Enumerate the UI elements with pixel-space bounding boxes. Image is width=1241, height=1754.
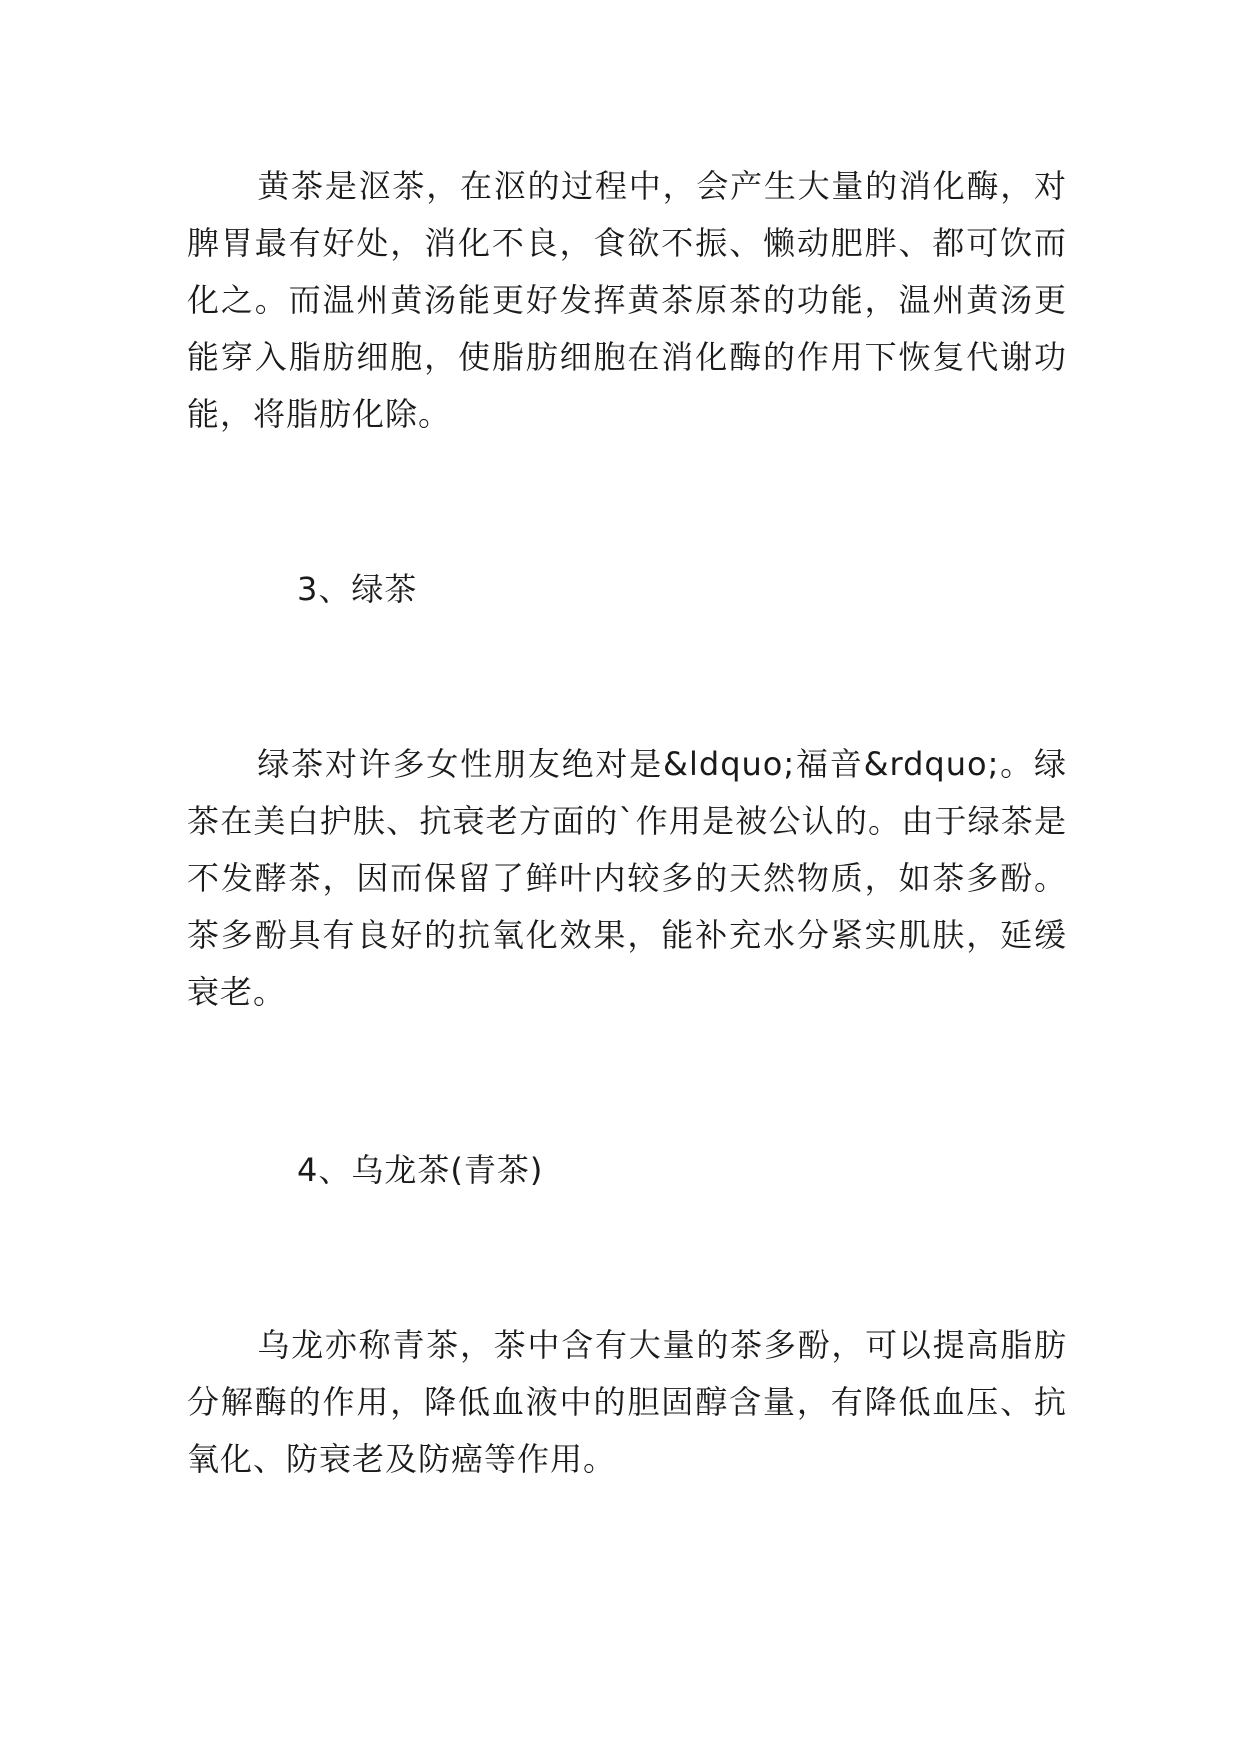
paragraph-green-tea: 绿茶对许多女性朋友绝对是&ldquo;福音&rdquo;。绿茶在美白护肤、抗衰老方面的`作用是被公认的。由于绿茶是不发酵茶，因而保留了鲜叶内较多的天然物质，如茶多酚。茶多酚具有良好的抗氧化效果，能补充水分紧实肌肤，延缓衰老。 — [187, 745, 1067, 1011]
heading-green-tea: 3、绿茶 — [297, 570, 418, 608]
heading-oolong-tea: 4、乌龙茶(青茶) — [297, 1151, 544, 1189]
paragraph-oolong-tea: 乌龙亦称青茶，茶中含有大量的茶多酚，可以提高脂肪分解酶的作用，降低血液中的胆固醇含量，有降低血压、抗氧化、防衰老及防癌等作用。 — [187, 1326, 1067, 1478]
paragraph-yellow-tea: 黄茶是沤茶，在沤的过程中，会产生大量的消化酶，对脾胃最有好处，消化不良，食欲不振、懒动肥胖、都可饮而化之。而温州黄汤能更好发挥黄茶原茶的功能，温州黄汤更能穿入脂肪细胞，使脂肪细胞在消化酶的作用下恢复代谢功能，将脂肪化除。 — [187, 167, 1067, 433]
